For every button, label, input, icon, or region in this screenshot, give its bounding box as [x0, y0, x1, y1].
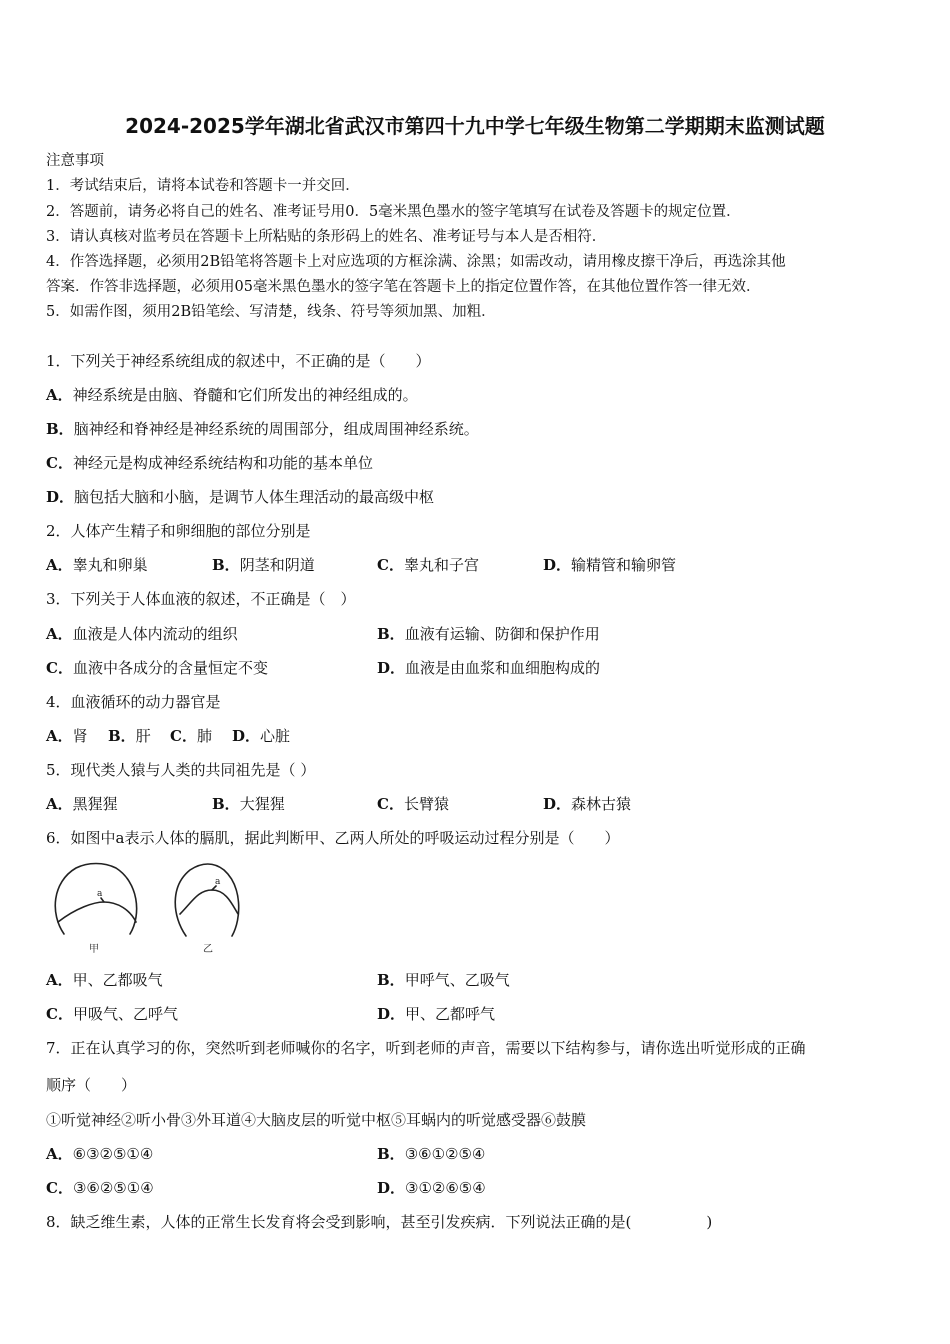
option-label: C． [46, 454, 73, 472]
question-3-stem: 3．下列关于人体血液的叙述，不正确是（ ） [46, 590, 356, 608]
question-4-stem: 4．血液循环的动力器官是 [46, 693, 221, 711]
option-label: A． [46, 386, 73, 404]
question-4-option-d [232, 726, 290, 746]
option-text: ③⑥①②⑤④ [404, 1145, 486, 1163]
figure-label-a: a [97, 889, 103, 899]
question-2-option-a [46, 555, 148, 575]
question-3-option-b [377, 624, 600, 644]
question-5-option-c [377, 794, 449, 814]
option-text: 心脏 [260, 727, 291, 745]
notes-heading: 注意事项 [46, 153, 104, 169]
option-label: C． [46, 659, 73, 677]
option-label: A． [46, 1145, 73, 1163]
option-label: B． [377, 971, 405, 989]
question-8-stem: 8．缺乏维生素，人体的正常生长发育将会受到影响，甚至引发疾病．下列说法正确的是( ) [46, 1213, 713, 1231]
option-label: A． [46, 795, 73, 813]
diaphragm-figure [46, 856, 246, 956]
option-text: 肝 [135, 727, 151, 745]
option-label: D． [377, 659, 406, 677]
note-line-5: 答案．作答非选择题，必须用05毫米黑色墨水的签字笔在答题卡上的指定位置作答，在其他位置作答一律无效． [46, 279, 761, 295]
option-text: 甲呼气、乙吸气 [404, 971, 510, 989]
note-line-4: 4．作答选择题，必须用2B铅笔将答题卡上对应选项的方框涂满、涂黑；如需改动，请用橡皮擦干净后，再选涂其他 [46, 254, 786, 270]
question-1-option-c [46, 453, 373, 473]
option-text: 脑神经和脊神经是神经系统的周围部分，组成周围神经系统。 [73, 420, 479, 438]
option-text: 肺 [196, 727, 212, 745]
question-7-option-d [377, 1178, 486, 1198]
option-text: 阴茎和阴道 [239, 556, 315, 574]
question-5-option-a [46, 794, 118, 814]
option-label: A． [46, 625, 73, 643]
option-text: 睾丸和卵巢 [72, 556, 148, 574]
question-1-option-a [46, 385, 418, 405]
question-3-option-a [46, 624, 238, 644]
option-text: 甲吸气、乙呼气 [72, 1005, 178, 1023]
option-text: 森林古猿 [571, 795, 632, 813]
option-text: 大猩猩 [239, 795, 285, 813]
option-label: B． [377, 1145, 405, 1163]
note-line-6: 5．如需作图，须用2B铅笔绘、写清楚，线条、符号等须加黑、加粗． [46, 304, 496, 320]
option-text: 甲、乙都呼气 [405, 1005, 496, 1023]
question-1-stem: 1．下列关于神经系统组成的叙述中，不正确的是（ ） [46, 352, 431, 370]
option-text: 甲、乙都吸气 [72, 971, 163, 989]
option-label: D． [377, 1179, 406, 1197]
question-4-option-a [46, 726, 88, 746]
question-4-option-c [170, 726, 212, 746]
option-label: B． [212, 795, 240, 813]
option-text: 输精管和输卵管 [571, 556, 677, 574]
question-5-stem: 5．现代类人猿与人类的共同祖先是（ ） [46, 761, 316, 779]
option-text: 血液是人体内流动的组织 [72, 625, 238, 643]
option-text: 肾 [72, 727, 88, 745]
question-2-stem: 2．人体产生精子和卵细胞的部位分别是 [46, 522, 311, 540]
option-label: A． [46, 971, 73, 989]
option-text: 神经系统是由脑、脊髓和它们所发出的神经组成的。 [72, 386, 418, 404]
question-5-option-d [543, 794, 631, 814]
option-label: D． [232, 727, 261, 745]
option-text: 脑包括大脑和小脑，是调节人体生理活动的最高级中枢 [74, 488, 435, 506]
question-1-option-b [46, 419, 479, 439]
question-3-option-d [377, 658, 600, 678]
question-3-option-c [46, 658, 268, 678]
option-text: 血液中各成分的含量恒定不变 [72, 659, 268, 677]
option-label: C． [377, 556, 404, 574]
figure-label-jia: 甲 [89, 944, 99, 955]
option-text: 血液是由血浆和血细胞构成的 [405, 659, 601, 677]
figure-left-diaphragm [58, 902, 136, 922]
option-label: B． [108, 727, 136, 745]
question-2-option-d [543, 555, 676, 575]
option-label: B． [212, 556, 240, 574]
option-text: 神经元是构成神经系统结构和功能的基本单位 [72, 454, 373, 472]
option-text: 黑猩猩 [72, 795, 118, 813]
note-line-3: 3．请认真核对监考员在答题卡上所粘贴的条形码上的姓名、准考证号与本人是否相符． [46, 229, 607, 245]
figure-label-a-right: a [215, 877, 221, 887]
option-text: ③①②⑥⑤④ [405, 1179, 486, 1197]
question-2-option-c [377, 555, 479, 575]
question-6-option-a [46, 970, 163, 990]
option-label: A． [46, 556, 73, 574]
question-6-option-c [46, 1004, 178, 1024]
option-label: B． [377, 625, 405, 643]
figure-left-chest-wall [55, 864, 136, 935]
option-label: C． [377, 795, 404, 813]
note-line-2: 2．答题前，请务必将自己的姓名、准考证号用0．5毫米黑色墨水的签字笔填写在试卷及答题卡的规定位置． [46, 204, 741, 220]
option-label: D． [46, 488, 75, 506]
option-text: 睾丸和子宫 [403, 556, 479, 574]
figure-label-yi: 乙 [203, 944, 213, 955]
option-label: C． [170, 727, 197, 745]
option-label: C． [46, 1179, 73, 1197]
question-7-items: ①听觉神经②听小骨③外耳道④大脑皮层的听觉中枢⑤耳蜗内的听觉感受器⑥鼓膜 [46, 1111, 587, 1129]
option-label: A． [46, 727, 73, 745]
option-label: D． [377, 1005, 406, 1023]
option-label: C． [46, 1005, 73, 1023]
option-label: D． [543, 795, 572, 813]
question-5-option-b [212, 794, 285, 814]
option-label: D． [543, 556, 572, 574]
figure-right-diaphragm [180, 890, 238, 914]
option-text: ③⑥②⑤①④ [72, 1179, 154, 1197]
option-text: 血液有运输、防御和保护作用 [404, 625, 600, 643]
exam-title: 2024-2025学年湖北省武汉市第四十九中学七年级生物第二学期期末监测试题 [125, 114, 825, 138]
question-7-stem-line-1: 7．正在认真学习的你，突然听到老师喊你的名字，听到老师的声音，需要以下结构参与，请你选出听觉形成的正确 [46, 1039, 806, 1057]
question-2-option-b [212, 555, 315, 575]
question-7-stem-line-2: 顺序（ ） [46, 1076, 137, 1094]
option-label: B． [46, 420, 74, 438]
question-6-stem: 6．如图中a表示人体的膈肌，据此判断甲、乙两人所处的呼吸运动过程分别是（ ） [46, 829, 620, 847]
option-text: 长臂猿 [403, 795, 449, 813]
question-7-option-b [377, 1144, 485, 1164]
question-1-option-d [46, 487, 434, 507]
option-text: ⑥③②⑤①④ [72, 1145, 154, 1163]
note-line-1: 1．考试结束后，请将本试卷和答题卡一并交回． [46, 178, 360, 194]
question-4-option-b [108, 726, 151, 746]
question-6-option-d [377, 1004, 495, 1024]
question-7-option-a [46, 1144, 153, 1164]
question-6-option-b [377, 970, 510, 990]
question-7-option-c [46, 1178, 154, 1198]
